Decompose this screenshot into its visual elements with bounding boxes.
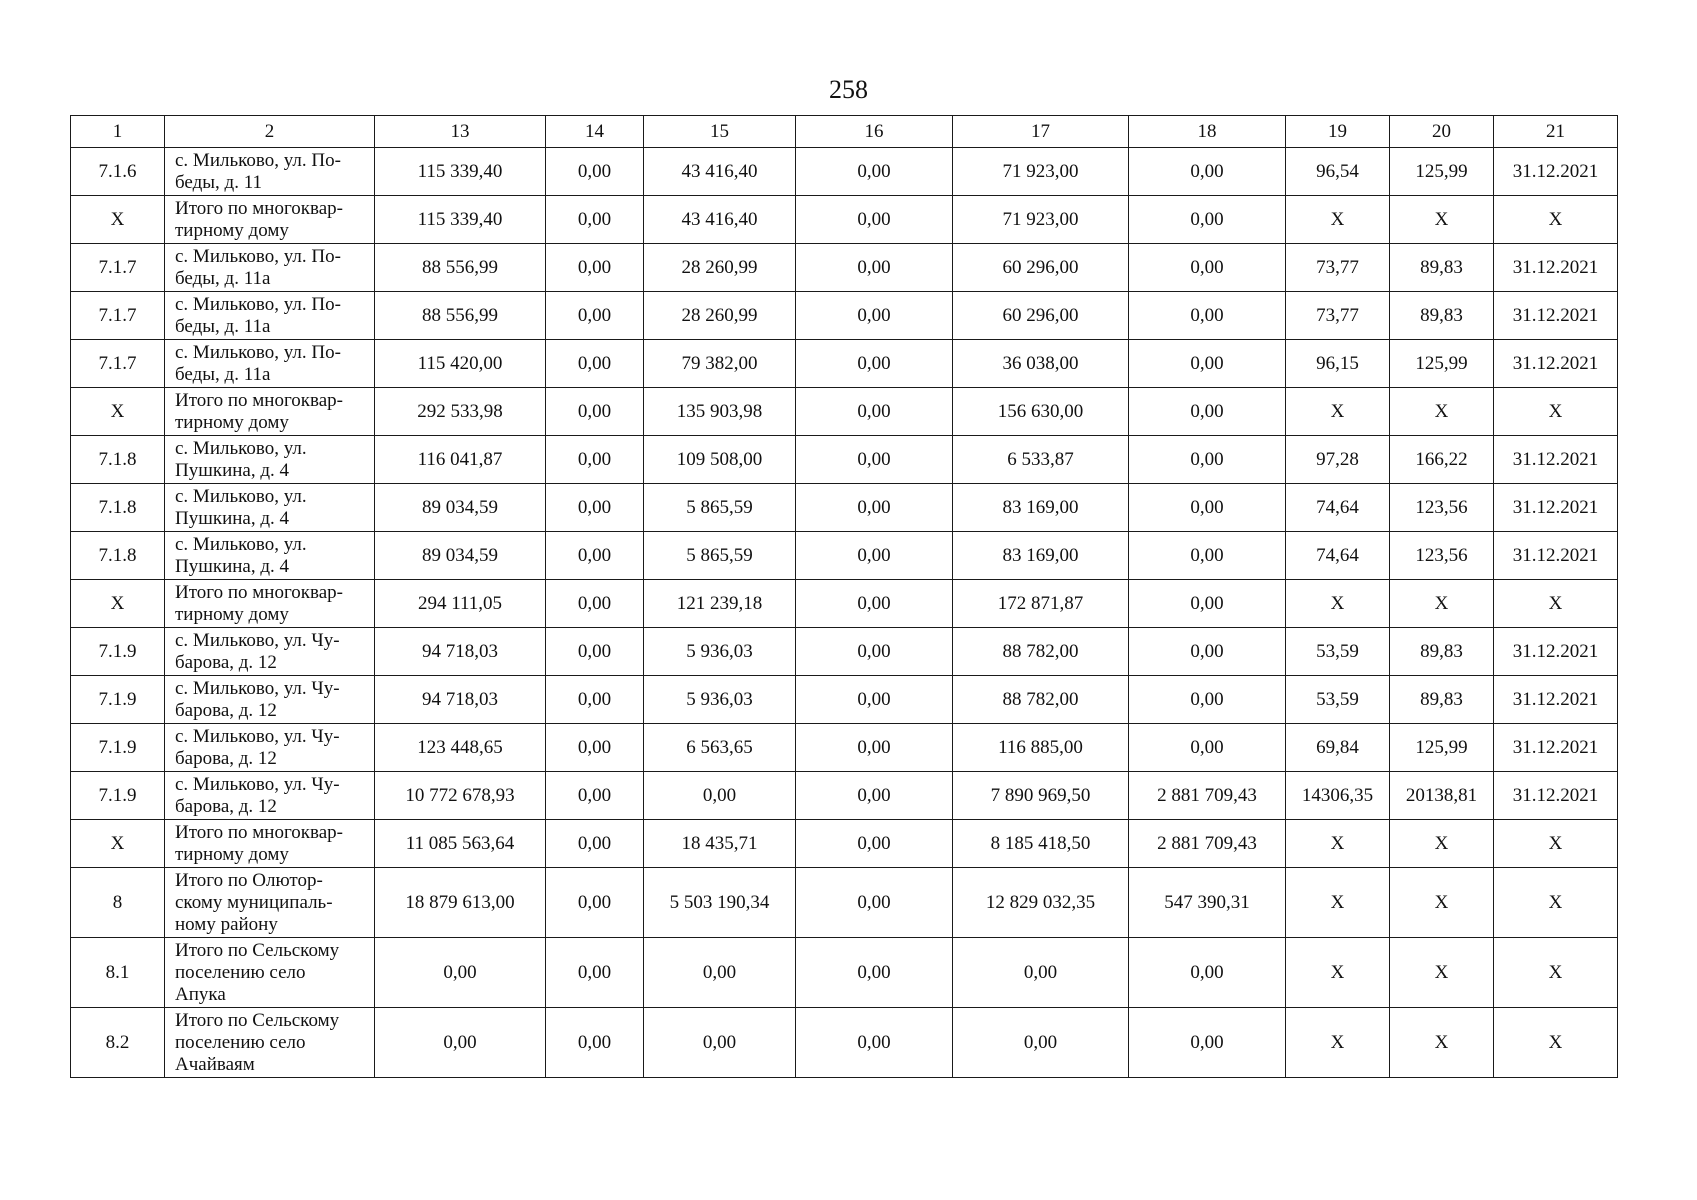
address-cell: с. Мильково, ул. По- беды, д. 11а (165, 292, 375, 340)
value-cell: 94 718,03 (375, 628, 546, 676)
value-cell: 0,00 (796, 244, 953, 292)
value-cell: 96,54 (1286, 148, 1390, 196)
value-cell: 0,00 (796, 820, 953, 868)
value-cell: 8 185 418,50 (953, 820, 1129, 868)
value-cell: 0,00 (796, 388, 953, 436)
data-table (70, 115, 1618, 1078)
value-cell: 0,00 (796, 580, 953, 628)
value-cell: 71 923,00 (953, 148, 1129, 196)
date-cell: 31.12.2021 (1494, 148, 1618, 196)
value-cell: Х (1286, 580, 1390, 628)
column-header: 20 (1390, 116, 1494, 148)
value-cell: 125,99 (1390, 340, 1494, 388)
value-cell: 0,00 (1129, 292, 1286, 340)
value-cell: 0,00 (1129, 1008, 1286, 1078)
value-cell: 166,22 (1390, 436, 1494, 484)
value-cell: 0,00 (546, 436, 644, 484)
date-cell: 31.12.2021 (1494, 724, 1618, 772)
value-cell: 18 435,71 (644, 820, 796, 868)
row-number-cell: 8 (71, 868, 165, 938)
value-cell: 89,83 (1390, 628, 1494, 676)
value-cell: Х (1286, 868, 1390, 938)
column-header: 1 (71, 116, 165, 148)
value-cell: 0,00 (953, 1008, 1129, 1078)
value-cell: 0,00 (546, 244, 644, 292)
value-cell: 88 782,00 (953, 628, 1129, 676)
value-cell: 69,84 (1286, 724, 1390, 772)
value-cell: 123 448,65 (375, 724, 546, 772)
date-cell: Х (1494, 868, 1618, 938)
value-cell: 89 034,59 (375, 532, 546, 580)
value-cell: 14306,35 (1286, 772, 1390, 820)
date-cell: 31.12.2021 (1494, 292, 1618, 340)
address-cell: Итого по Олютор- скому муниципаль- ному району (165, 868, 375, 938)
value-cell: 123,56 (1390, 532, 1494, 580)
value-cell: 0,00 (953, 938, 1129, 1008)
date-cell: 31.12.2021 (1494, 676, 1618, 724)
value-cell: 73,77 (1286, 244, 1390, 292)
value-cell: 6 563,65 (644, 724, 796, 772)
value-cell: 0,00 (546, 772, 644, 820)
value-cell: 53,59 (1286, 676, 1390, 724)
value-cell: 0,00 (796, 1008, 953, 1078)
value-cell: 12 829 032,35 (953, 868, 1129, 938)
value-cell: Х (1390, 1008, 1494, 1078)
value-cell: 0,00 (796, 196, 953, 244)
value-cell: 60 296,00 (953, 292, 1129, 340)
table-row (71, 724, 1618, 772)
table-row (71, 580, 1618, 628)
row-number-cell: 7.1.8 (71, 436, 165, 484)
table-row (71, 772, 1618, 820)
address-cell: с. Мильково, ул. Чу- барова, д. 12 (165, 724, 375, 772)
value-cell: 125,99 (1390, 148, 1494, 196)
value-cell: 28 260,99 (644, 292, 796, 340)
row-number-cell: Х (71, 820, 165, 868)
value-cell: 5 936,03 (644, 628, 796, 676)
table-row (71, 868, 1618, 938)
address-cell: Итого по Сельскому поселению село Ачайваям (165, 1008, 375, 1078)
row-number-cell: 8.2 (71, 1008, 165, 1078)
value-cell: 0,00 (546, 484, 644, 532)
value-cell: 2 881 709,43 (1129, 820, 1286, 868)
row-number-cell: 7.1.7 (71, 340, 165, 388)
value-cell: Х (1390, 868, 1494, 938)
value-cell: 88 556,99 (375, 244, 546, 292)
value-cell: 0,00 (546, 532, 644, 580)
value-cell: Х (1286, 820, 1390, 868)
value-cell: 135 903,98 (644, 388, 796, 436)
value-cell: 0,00 (796, 484, 953, 532)
value-cell: 74,64 (1286, 484, 1390, 532)
value-cell: 116 885,00 (953, 724, 1129, 772)
value-cell: 0,00 (644, 1008, 796, 1078)
date-cell: Х (1494, 820, 1618, 868)
value-cell: 0,00 (1129, 938, 1286, 1008)
value-cell: 121 239,18 (644, 580, 796, 628)
value-cell: 294 111,05 (375, 580, 546, 628)
value-cell: 43 416,40 (644, 196, 796, 244)
value-cell: 18 879 613,00 (375, 868, 546, 938)
table-row (71, 820, 1618, 868)
date-cell: Х (1494, 388, 1618, 436)
value-cell: 89,83 (1390, 292, 1494, 340)
value-cell: 0,00 (1129, 532, 1286, 580)
value-cell: 0,00 (796, 436, 953, 484)
value-cell: 0,00 (546, 292, 644, 340)
value-cell: 96,15 (1286, 340, 1390, 388)
value-cell: 0,00 (546, 340, 644, 388)
value-cell: 0,00 (546, 868, 644, 938)
value-cell: 36 038,00 (953, 340, 1129, 388)
address-cell: с. Мильково, ул. Пушкина, д. 4 (165, 436, 375, 484)
value-cell: 0,00 (546, 820, 644, 868)
value-cell: 115 420,00 (375, 340, 546, 388)
table-row (71, 292, 1618, 340)
column-header: 17 (953, 116, 1129, 148)
value-cell: 115 339,40 (375, 148, 546, 196)
table-row (71, 938, 1618, 1008)
address-cell: с. Мильково, ул. Чу- барова, д. 12 (165, 628, 375, 676)
row-number-cell: 7.1.8 (71, 484, 165, 532)
value-cell: 0,00 (1129, 628, 1286, 676)
address-cell: Итого по многоквар- тирному дому (165, 580, 375, 628)
value-cell: 28 260,99 (644, 244, 796, 292)
date-cell: 31.12.2021 (1494, 772, 1618, 820)
value-cell: 89,83 (1390, 676, 1494, 724)
address-cell: Итого по многоквар- тирному дому (165, 196, 375, 244)
value-cell: 123,56 (1390, 484, 1494, 532)
table-body (71, 116, 1618, 1078)
date-cell: 31.12.2021 (1494, 628, 1618, 676)
value-cell: Х (1286, 388, 1390, 436)
value-cell: 0,00 (546, 148, 644, 196)
value-cell: 83 169,00 (953, 532, 1129, 580)
value-cell: 0,00 (796, 724, 953, 772)
date-cell: 31.12.2021 (1494, 532, 1618, 580)
column-header: 14 (546, 116, 644, 148)
value-cell: 0,00 (546, 628, 644, 676)
row-number-cell: Х (71, 388, 165, 436)
page-number: 258 (829, 75, 868, 104)
row-number-cell: 7.1.8 (71, 532, 165, 580)
value-cell: 156 630,00 (953, 388, 1129, 436)
value-cell: 0,00 (796, 532, 953, 580)
table-row (71, 676, 1618, 724)
table-row (71, 340, 1618, 388)
column-header: 2 (165, 116, 375, 148)
value-cell: 5 865,59 (644, 484, 796, 532)
date-cell: Х (1494, 580, 1618, 628)
value-cell: 0,00 (546, 1008, 644, 1078)
value-cell: 88 556,99 (375, 292, 546, 340)
value-cell: 10 772 678,93 (375, 772, 546, 820)
value-cell: Х (1390, 388, 1494, 436)
value-cell: 20138,81 (1390, 772, 1494, 820)
value-cell: 0,00 (1129, 436, 1286, 484)
date-cell: 31.12.2021 (1494, 484, 1618, 532)
value-cell: 172 871,87 (953, 580, 1129, 628)
value-cell: 0,00 (546, 196, 644, 244)
value-cell: 94 718,03 (375, 676, 546, 724)
column-header: 13 (375, 116, 546, 148)
address-cell: с. Мильково, ул. По- беды, д. 11 (165, 148, 375, 196)
address-cell: Итого по многоквар- тирному дому (165, 388, 375, 436)
value-cell: 0,00 (1129, 580, 1286, 628)
row-number-cell: 7.1.7 (71, 292, 165, 340)
column-header-row (71, 116, 1618, 148)
column-header: 15 (644, 116, 796, 148)
value-cell: 11 085 563,64 (375, 820, 546, 868)
value-cell: 88 782,00 (953, 676, 1129, 724)
table-row (71, 1008, 1618, 1078)
column-header: 21 (1494, 116, 1618, 148)
row-number-cell: 7.1.9 (71, 628, 165, 676)
table-row (71, 484, 1618, 532)
value-cell: Х (1286, 1008, 1390, 1078)
row-number-cell: 7.1.9 (71, 676, 165, 724)
table-row (71, 244, 1618, 292)
row-number-cell: Х (71, 580, 165, 628)
value-cell: 89,83 (1390, 244, 1494, 292)
date-cell: 31.12.2021 (1494, 436, 1618, 484)
value-cell: 7 890 969,50 (953, 772, 1129, 820)
row-number-cell: 7.1.7 (71, 244, 165, 292)
value-cell: 0,00 (546, 388, 644, 436)
value-cell: 60 296,00 (953, 244, 1129, 292)
value-cell: 97,28 (1286, 436, 1390, 484)
value-cell: 71 923,00 (953, 196, 1129, 244)
value-cell: 0,00 (796, 340, 953, 388)
value-cell: 115 339,40 (375, 196, 546, 244)
value-cell: 73,77 (1286, 292, 1390, 340)
value-cell: 53,59 (1286, 628, 1390, 676)
address-cell: Итого по многоквар- тирному дому (165, 820, 375, 868)
value-cell: 5 503 190,34 (644, 868, 796, 938)
table-row (71, 388, 1618, 436)
column-header: 16 (796, 116, 953, 148)
value-cell: 74,64 (1286, 532, 1390, 580)
date-cell: 31.12.2021 (1494, 244, 1618, 292)
value-cell: 6 533,87 (953, 436, 1129, 484)
date-cell: Х (1494, 196, 1618, 244)
row-number-cell: 8.1 (71, 938, 165, 1008)
value-cell: 0,00 (1129, 724, 1286, 772)
value-cell: 0,00 (1129, 484, 1286, 532)
value-cell: 0,00 (796, 676, 953, 724)
value-cell: 0,00 (796, 868, 953, 938)
value-cell: Х (1286, 938, 1390, 1008)
value-cell: 83 169,00 (953, 484, 1129, 532)
address-cell: с. Мильково, ул. Чу- барова, д. 12 (165, 676, 375, 724)
value-cell: Х (1390, 938, 1494, 1008)
value-cell: 0,00 (546, 580, 644, 628)
value-cell: 0,00 (796, 628, 953, 676)
value-cell: 89 034,59 (375, 484, 546, 532)
value-cell: 0,00 (644, 772, 796, 820)
table-row (71, 628, 1618, 676)
value-cell: 5 936,03 (644, 676, 796, 724)
date-cell: 31.12.2021 (1494, 340, 1618, 388)
row-number-cell: Х (71, 196, 165, 244)
value-cell: 0,00 (796, 148, 953, 196)
column-header: 19 (1286, 116, 1390, 148)
value-cell: 0,00 (644, 938, 796, 1008)
value-cell: 0,00 (1129, 340, 1286, 388)
address-cell: с. Мильково, ул. Пушкина, д. 4 (165, 532, 375, 580)
value-cell: 547 390,31 (1129, 868, 1286, 938)
value-cell: 0,00 (796, 938, 953, 1008)
value-cell: 0,00 (546, 724, 644, 772)
table-row (71, 436, 1618, 484)
value-cell: 79 382,00 (644, 340, 796, 388)
value-cell: 0,00 (796, 772, 953, 820)
column-header: 18 (1129, 116, 1286, 148)
value-cell: 0,00 (375, 938, 546, 1008)
table-row (71, 196, 1618, 244)
value-cell: 2 881 709,43 (1129, 772, 1286, 820)
value-cell: 0,00 (1129, 196, 1286, 244)
table-row (71, 532, 1618, 580)
value-cell: 0,00 (796, 292, 953, 340)
value-cell: 0,00 (1129, 244, 1286, 292)
address-cell: с. Мильково, ул. По- беды, д. 11а (165, 244, 375, 292)
date-cell: Х (1494, 938, 1618, 1008)
value-cell: 0,00 (1129, 148, 1286, 196)
value-cell: 0,00 (375, 1008, 546, 1078)
row-number-cell: 7.1.9 (71, 772, 165, 820)
value-cell: 125,99 (1390, 724, 1494, 772)
value-cell: 0,00 (546, 676, 644, 724)
value-cell: 116 041,87 (375, 436, 546, 484)
value-cell: Х (1390, 580, 1494, 628)
date-cell: Х (1494, 1008, 1618, 1078)
value-cell: 292 533,98 (375, 388, 546, 436)
value-cell: Х (1390, 196, 1494, 244)
address-cell: с. Мильково, ул. Пушкина, д. 4 (165, 484, 375, 532)
value-cell: 0,00 (1129, 388, 1286, 436)
address-cell: с. Мильково, ул. Чу- барова, д. 12 (165, 772, 375, 820)
address-cell: с. Мильково, ул. По- беды, д. 11а (165, 340, 375, 388)
row-number-cell: 7.1.9 (71, 724, 165, 772)
address-cell: Итого по Сельскому поселению село Апука (165, 938, 375, 1008)
value-cell: Х (1286, 196, 1390, 244)
value-cell: 109 508,00 (644, 436, 796, 484)
value-cell: Х (1390, 820, 1494, 868)
value-cell: 43 416,40 (644, 148, 796, 196)
table-row (71, 148, 1618, 196)
value-cell: 0,00 (1129, 676, 1286, 724)
value-cell: 0,00 (546, 938, 644, 1008)
row-number-cell: 7.1.6 (71, 148, 165, 196)
value-cell: 5 865,59 (644, 532, 796, 580)
